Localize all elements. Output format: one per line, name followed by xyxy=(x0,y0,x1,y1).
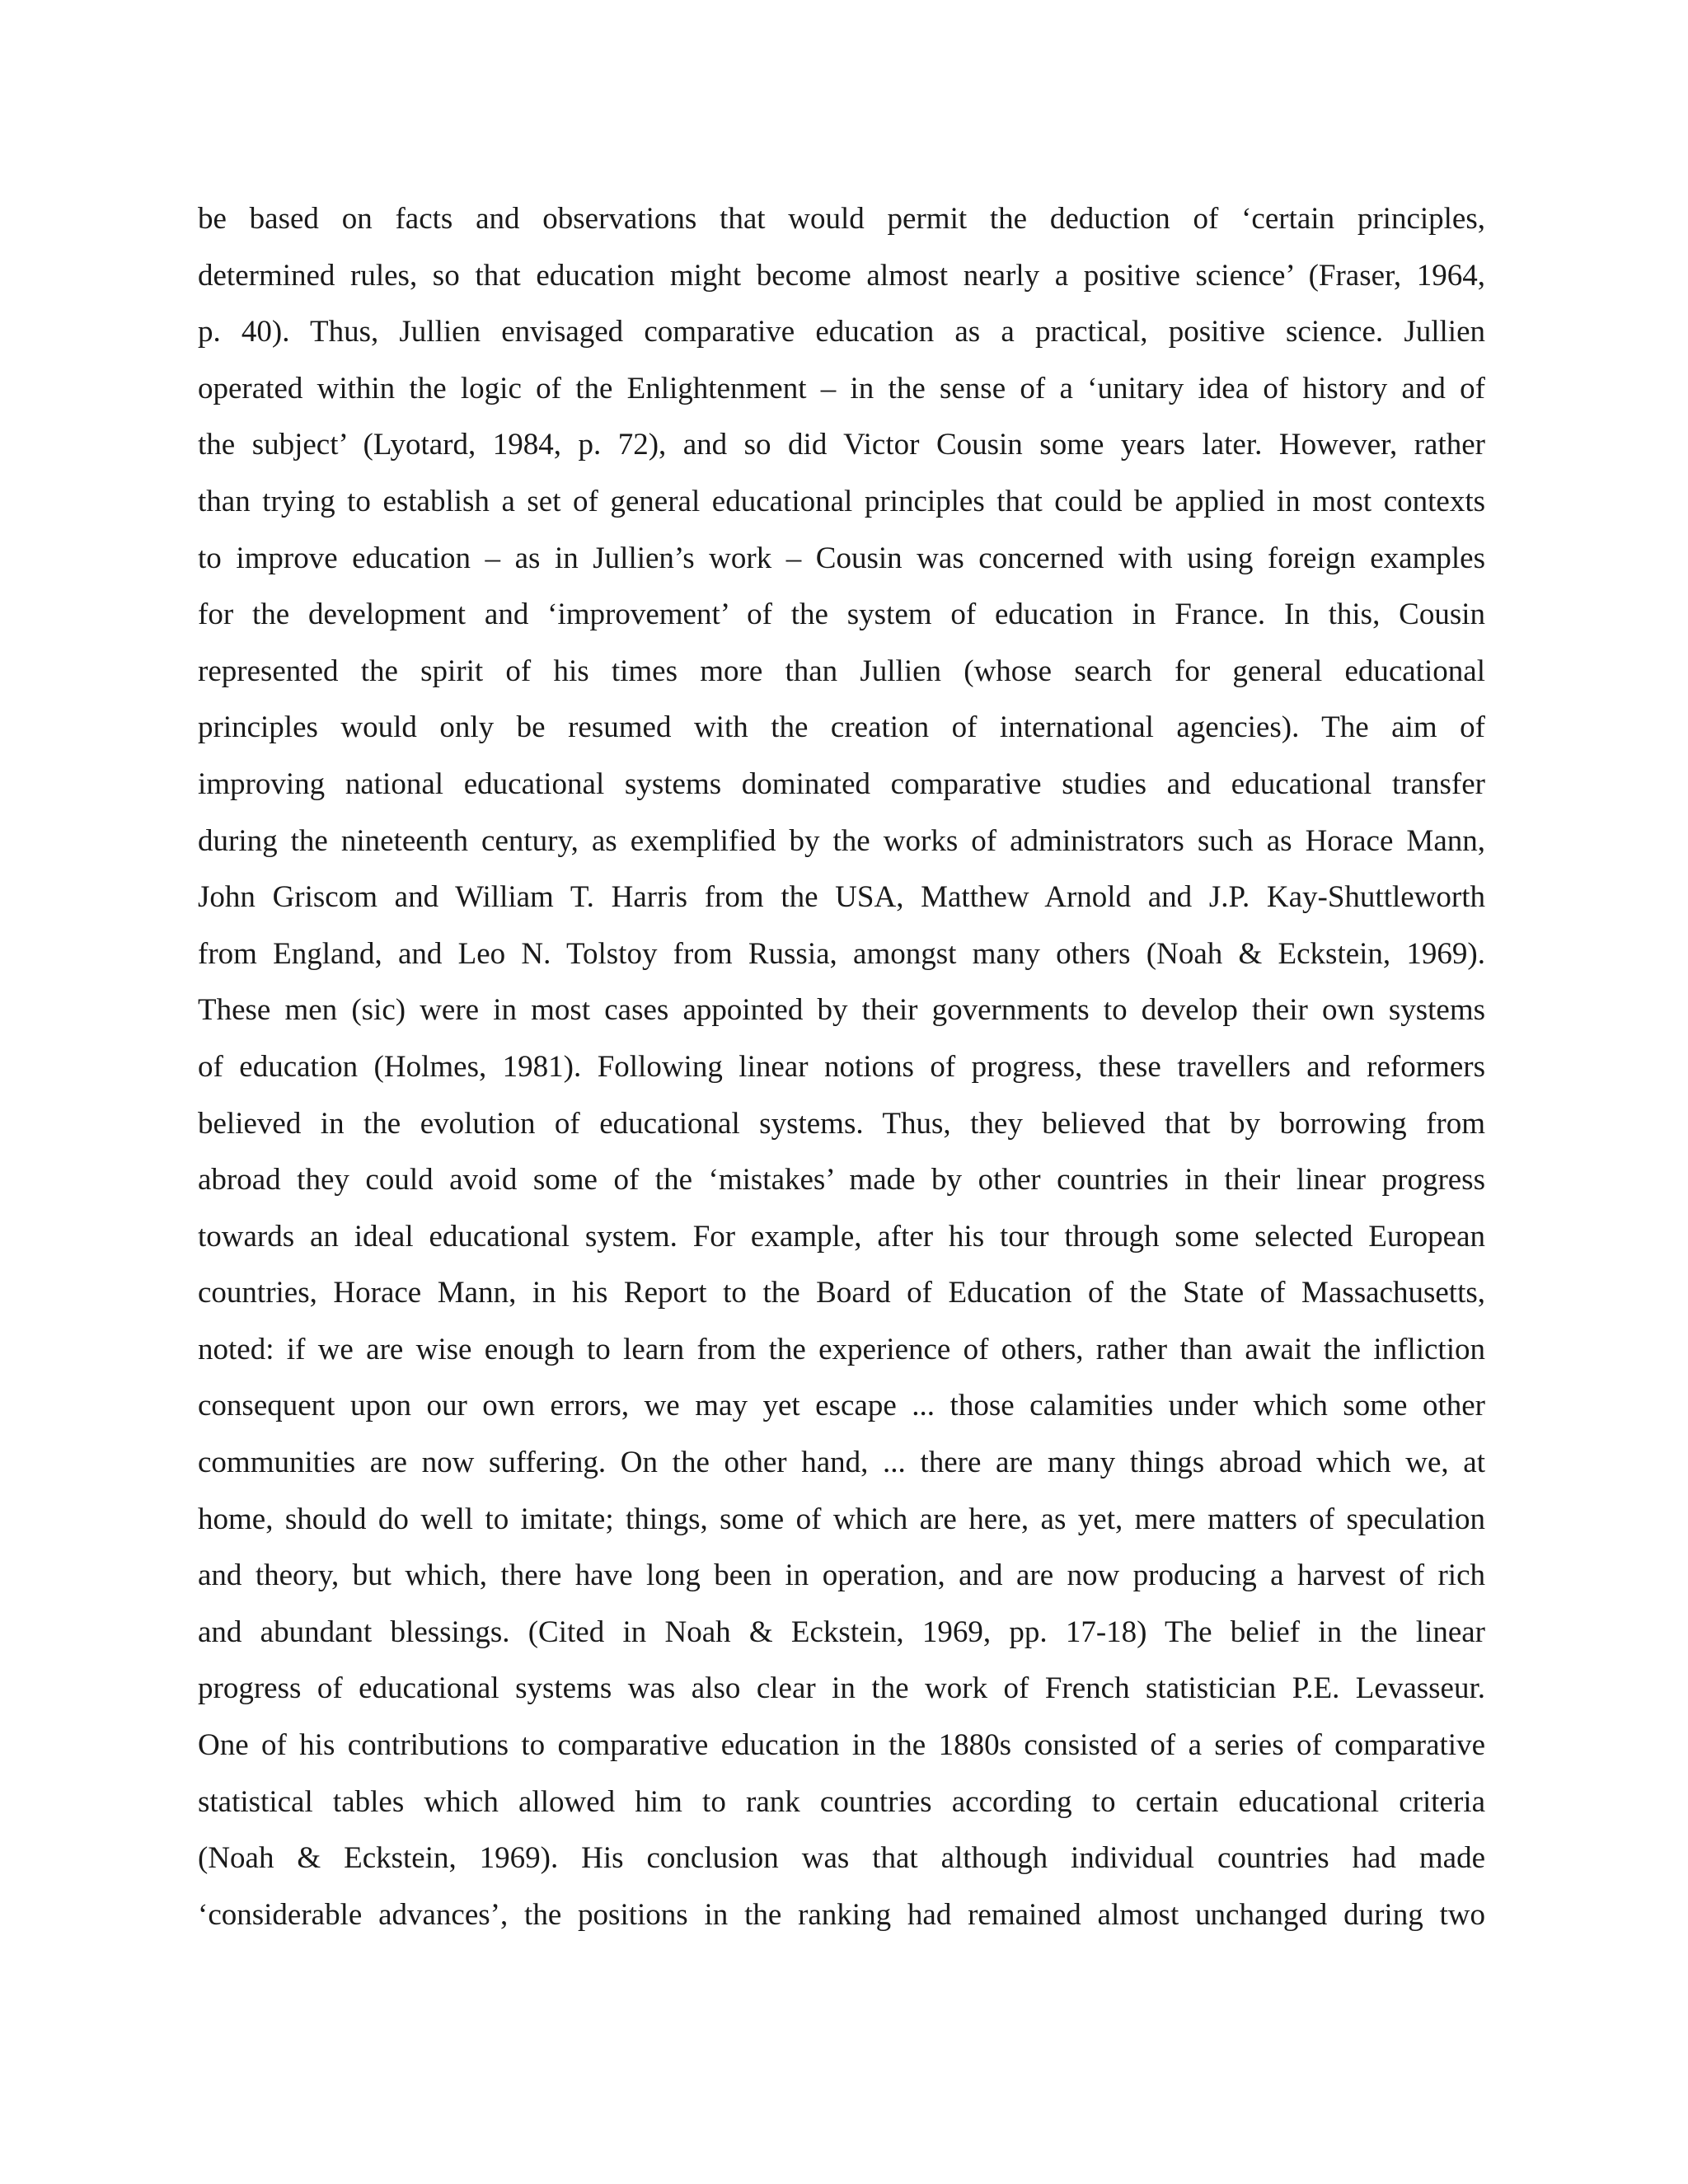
text-line: represented the spirit of his times more than Jullien (whose search for general educational xyxy=(198,654,1485,688)
text-line: These men (sic) were in most cases appointed by their governments to develop their own systems xyxy=(198,993,1485,1028)
text-line: towards an ideal educational system. For example, after his tour through some selected European xyxy=(198,1219,1485,1254)
text-line: ‘considerable advances’, the positions in the ranking had remained almost unchanged during two xyxy=(198,1897,1485,1932)
text-line: be based on facts and observations that would permit the deduction of ‘certain principles, xyxy=(198,202,1485,236)
text-line: statistical tables which allowed him to rank countries according to certain educational criteria xyxy=(198,1784,1485,1819)
text-line: and theory, but which, there have long been in operation, and are now producing a harvest of rich xyxy=(198,1558,1485,1593)
text-line: from England, and Leo N. Tolstoy from Russia, amongst many others (Noah & Eckstein, 1969). xyxy=(198,936,1485,971)
text-line: operated within the logic of the Enlightenment – in the sense of a ‘unitary idea of history and of xyxy=(198,371,1485,405)
text-line: than trying to establish a set of general educational principles that could be applied in most contexts xyxy=(198,484,1485,518)
text-line: consequent upon our own errors, we may yet escape ... those calamities under which some other xyxy=(198,1389,1485,1423)
text-line: noted: if we are wise enough to learn from the experience of others, rather than await the infliction xyxy=(198,1332,1485,1366)
text-line: John Griscom and William T. Harris from the USA, Matthew Arnold and J.P. Kay-Shuttleworth xyxy=(198,880,1485,915)
text-line: believed in the evolution of educational systems. Thus, they believed that by borrowing from xyxy=(198,1106,1485,1141)
text-line: countries, Horace Mann, in his Report to the Board of Education of the State of Massachusetts, xyxy=(198,1276,1485,1310)
text-line: improving national educational systems dominated comparative studies and educational transfer xyxy=(198,766,1485,801)
text-line: for the development and ‘improvement’ of the system of education in France. In this, Cousin xyxy=(198,598,1485,632)
text-line: progress of educational systems was also clear in the work of French statistician P.E. Levasseur. xyxy=(198,1671,1485,1706)
text-line: to improve education – as in Jullien’s work – Cousin was concerned with using foreign examples xyxy=(198,541,1485,575)
text-line: determined rules, so that education might become almost nearly a positive science’ (Fraser, 1964, xyxy=(198,258,1485,293)
text-line: (Noah & Eckstein, 1969). His conclusion was that although individual countries had made xyxy=(198,1841,1485,1876)
text-line: One of his contributions to comparative education in the 1880s consisted of a series of comparative xyxy=(198,1728,1485,1763)
text-line: during the nineteenth century, as exemplified by the works of administrators such as Horace Mann, xyxy=(198,823,1485,858)
text-line: abroad they could avoid some of the ‘mistakes’ made by other countries in their linear progress xyxy=(198,1163,1485,1197)
text-line: and abundant blessings. (Cited in Noah & Eckstein, 1969, pp. 17-18) The belief in the linear xyxy=(198,1615,1485,1649)
text-line: the subject’ (Lyotard, 1984, p. 72), and so did Victor Cousin some years later. However, rather xyxy=(198,428,1485,462)
text-line: communities are now suffering. On the other hand, ... there are many things abroad which we, at xyxy=(198,1446,1485,1480)
text-line: home, should do well to imitate; things, some of which are here, as yet, mere matters of speculation xyxy=(198,1502,1485,1536)
text-line: of education (Holmes, 1981). Following linear notions of progress, these travellers and reformers xyxy=(198,1049,1485,1084)
text-line: principles would only be resumed with the creation of international agencies). The aim of xyxy=(198,710,1485,745)
body-paragraph xyxy=(198,191,1485,1943)
text-line: p. 40). Thus, Jullien envisaged comparative education as a practical, positive science. Jullien xyxy=(198,315,1485,349)
